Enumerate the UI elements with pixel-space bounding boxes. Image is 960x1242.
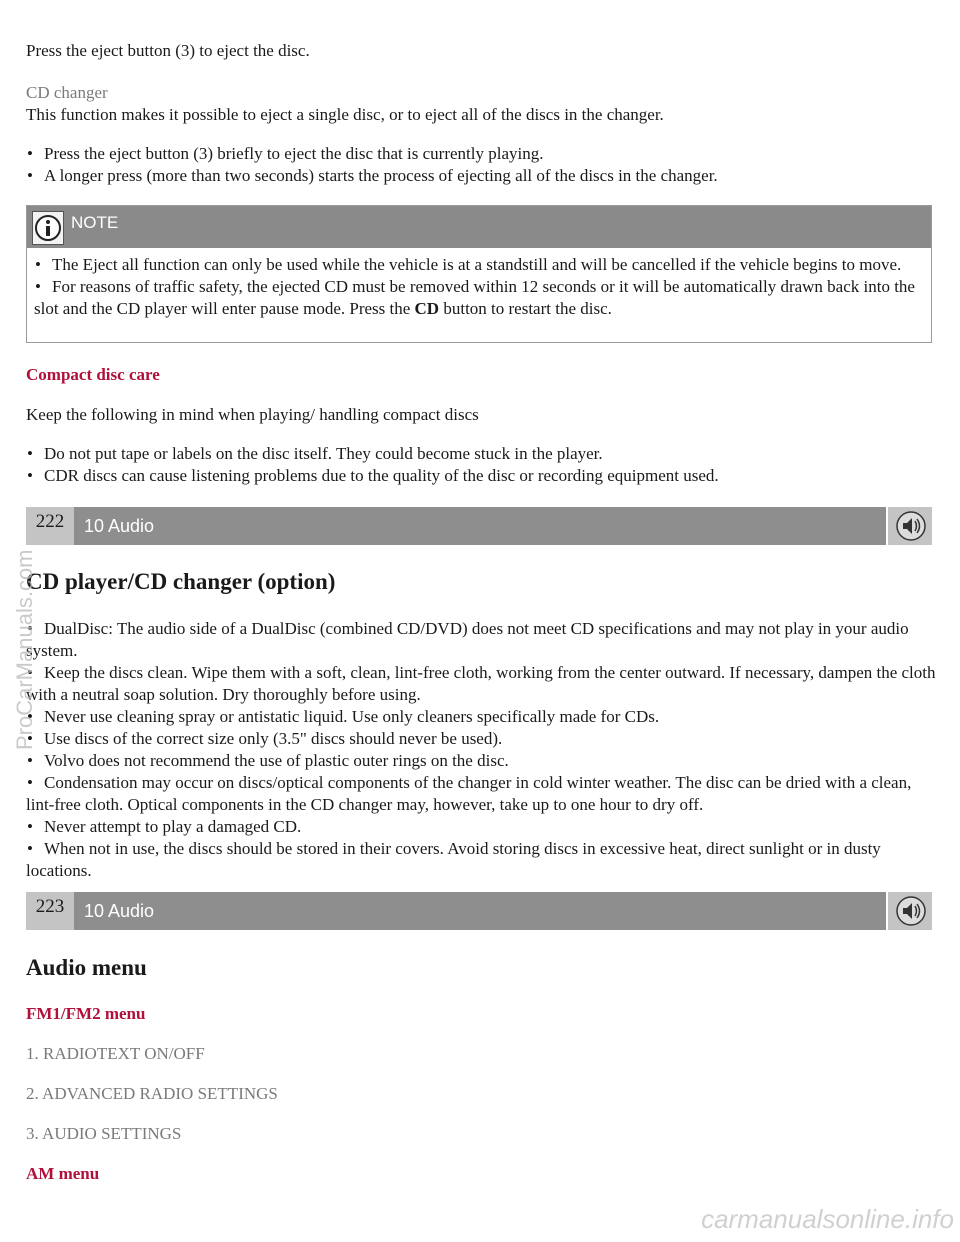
- speaker-icon: [886, 507, 932, 545]
- fm-menu-heading: FM1/FM2 menu: [26, 1004, 146, 1023]
- watermark-text: ProCarManuals.com: [12, 549, 37, 750]
- page-number: 222: [26, 507, 74, 545]
- page-header-bar: [26, 892, 932, 930]
- cd-player-list: [26, 618, 936, 882]
- page-number: 223: [26, 892, 74, 930]
- list-item: • CDR discs can cause listening problems due to the quality of the disc or recording equipment used.: [26, 465, 936, 487]
- list-item: • Never attempt to play a damaged CD.: [26, 816, 936, 838]
- list-item: • The Eject all function can only be used while the vehicle is at a standstill and will be cancelled if the vehicle begins to move.: [34, 254, 926, 276]
- eject-instruction: Press the eject button (3) to eject the disc.: [26, 41, 310, 60]
- cd-player-title: CD player/CD changer (option): [26, 569, 336, 594]
- list-item: • Keep the discs clean. Wipe them with a soft, clean, lint-free cloth, working from the center outward. If necessary, dampen the cloth with a neutral soap solution. Dry thoroughly before using.: [26, 662, 936, 706]
- note-box: [26, 205, 932, 343]
- note-header: [27, 206, 931, 248]
- list-item: • Use discs of the correct size only (3.5" discs should never be used).: [26, 728, 936, 750]
- menu-item: 3. AUDIO SETTINGS: [26, 1124, 182, 1143]
- list-item: • When not in use, the discs should be stored in their covers. Avoid storing discs in excessive heat, direct sunlight or in dusty locations.: [26, 838, 936, 882]
- note-title: NOTE: [71, 213, 119, 232]
- list-item: • Do not put tape or labels on the disc itself. They could become stuck in the player.: [26, 443, 936, 465]
- footer-watermark: carmanualsonline.info: [701, 1204, 954, 1234]
- care-heading: Compact disc care: [26, 365, 160, 384]
- side-watermark: [2, 500, 37, 760]
- list-item: • Condensation may occur on discs/optical components of the changer in cold winter weather. The disc can be dried with a clean, lint-free cloth. Optical components in the CD changer may, however, take up to one hour to dry off.: [26, 772, 936, 816]
- list-item: [34, 276, 926, 320]
- list-item: • Never use cleaning spray or antistatic liquid. Use only cleaners specifically made for CDs.: [26, 706, 936, 728]
- list-item: • A longer press (more than two seconds) starts the process of ejecting all of the discs in the changer.: [26, 165, 936, 187]
- cd-changer-list: [26, 143, 936, 187]
- info-icon: [32, 211, 64, 245]
- speaker-icon: [886, 892, 932, 930]
- care-list: [26, 443, 936, 487]
- audio-menu-title: Audio menu: [26, 955, 147, 980]
- list-item: • DualDisc: The audio side of a DualDisc (combined CD/DVD) does not meet CD specifications and may not play in your audio system.: [26, 618, 936, 662]
- cd-changer-heading: CD changer: [26, 83, 108, 102]
- section-label: 10 Audio: [84, 516, 155, 536]
- section-label: 10 Audio: [84, 901, 155, 921]
- menu-item: 2. ADVANCED RADIO SETTINGS: [26, 1084, 278, 1103]
- am-menu-heading: AM menu: [26, 1164, 100, 1183]
- note-text: For reasons of traffic safety, the ejected CD must be removed within 12 seconds or it will be automatically drawn back into the slot and the CD player will enter pause mode. Press the: [34, 277, 915, 318]
- care-intro: Keep the following in mind when playing/ handling compact discs: [26, 405, 479, 424]
- list-item: • Volvo does not recommend the use of plastic outer rings on the disc.: [26, 750, 936, 772]
- note-text: button to restart the disc.: [439, 299, 612, 318]
- note-list: [34, 254, 926, 320]
- menu-item: 1. RADIOTEXT ON/OFF: [26, 1044, 205, 1063]
- list-item: • Press the eject button (3) briefly to eject the disc that is currently playing.: [26, 143, 936, 165]
- cd-changer-intro: This function makes it possible to eject a single disc, or to eject all of the discs in the changer.: [26, 105, 664, 124]
- page-header-bar: [26, 507, 932, 545]
- cd-button-label: CD: [414, 299, 440, 318]
